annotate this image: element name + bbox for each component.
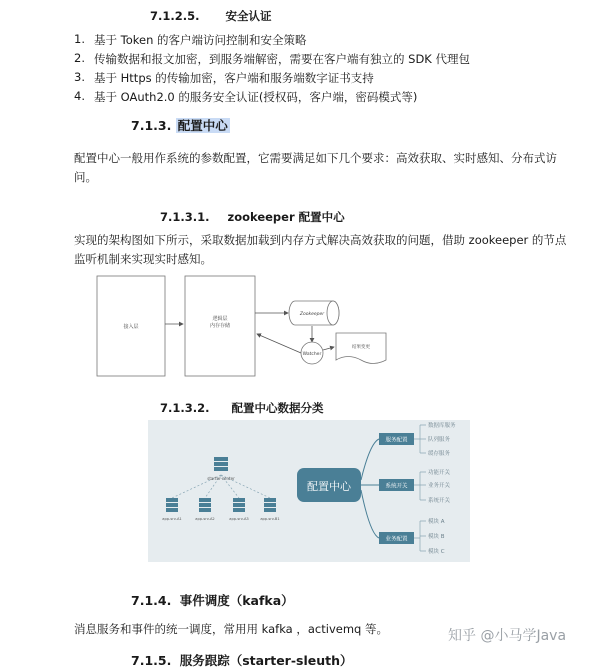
section-title: 事件调度（kafka）	[179, 593, 294, 608]
list-number: 1.	[74, 32, 85, 46]
zhihu-watermark: 知乎 @小马学Java	[448, 628, 567, 644]
list-text: 基于 Https 的传输加密，客户端和服务端数字证书支持	[94, 71, 374, 85]
section-heading-7-1-2-5	[150, 8, 272, 24]
list-item	[74, 70, 374, 85]
section-number: 7.1.5.	[131, 653, 172, 668]
section-number: 7.1.2.5.	[150, 9, 200, 23]
section-heading-7-1-3-1	[160, 209, 345, 225]
app-server-icon	[166, 498, 178, 512]
list-item	[74, 89, 418, 104]
branch-label: 服务配置	[385, 437, 408, 444]
starter-center-server-icon	[214, 457, 228, 471]
app-server-icon	[199, 498, 211, 512]
branch-label: 业务配置	[385, 536, 408, 543]
list-number: 4.	[74, 89, 85, 103]
section-number: 7.1.3.	[131, 118, 172, 133]
server-label: starter-center	[207, 476, 235, 481]
section-title-highlighted: 配置中心	[177, 118, 228, 133]
config-center-label: 配置中心	[307, 480, 351, 493]
leaf-label: 数据库服务	[428, 423, 456, 429]
list-item	[74, 51, 471, 66]
section-heading-7-1-3	[131, 116, 230, 134]
zookeeper-architecture-diagram	[90, 270, 400, 385]
memory-store-label: 内存存储	[209, 323, 231, 329]
section-heading-7-1-4	[131, 591, 294, 609]
section-number: 7.1.3.2.	[160, 401, 210, 415]
section-title: 配置中心数据分类	[231, 401, 324, 415]
paragraph-zookeeper	[74, 231, 566, 269]
leaf-label: 缓存服务	[428, 451, 451, 457]
app-server-icon	[264, 498, 276, 512]
app-label: app-srv-A2	[195, 517, 215, 521]
leaf-label: 业务开关	[428, 483, 451, 489]
app-label: app-srv-B1	[260, 517, 280, 521]
arrow	[257, 334, 301, 353]
list-text: 基于 OAuth2.0 的服务安全认证(授权码，客户端，密码模式等)	[94, 90, 418, 104]
paragraph-kafka: 消息服务和事件的统一调度，常用用 kafka ，activemq 等。	[74, 622, 388, 636]
app-label: app-srv-A1	[162, 517, 182, 521]
paragraph-config-center	[74, 149, 557, 187]
section-title: 服务跟踪（starter-sleuth）	[179, 653, 353, 668]
list-number: 2.	[74, 51, 85, 65]
document-label: 结果变更	[352, 345, 370, 350]
list-text: 传输数据和报文加密，到服务端解密，需要在客户端有独立的 SDK 代理包	[94, 52, 471, 66]
config-center-diagram	[148, 420, 470, 562]
list-text: 基于 Token 的客户端访问控制和安全策略	[94, 33, 307, 47]
leaf-label: 系统开关	[428, 498, 451, 504]
leaf-label: 模块 A	[428, 519, 445, 525]
app-label: app-srv-A3	[229, 517, 249, 521]
leaf-label: 模块 B	[428, 534, 445, 540]
branch-label: 系统开关	[385, 483, 408, 490]
logic-layer-label: 逻辑层	[212, 316, 228, 322]
leaf-label: 模块 C	[428, 549, 445, 555]
zookeeper-label: Zookeeper	[299, 312, 325, 317]
paragraph-line: 监听机制来实现实时感知。	[74, 252, 212, 266]
section-title: 安全认证	[225, 9, 272, 23]
paragraph-line: 配置中心一般用作系统的参数配置，它需要满足如下几个要求：高效获取、实时感知、分布式访	[74, 151, 557, 165]
list-number: 3.	[74, 70, 85, 84]
section-number: 7.1.4.	[131, 593, 172, 608]
access-layer-label: 接入层	[123, 324, 139, 330]
app-server-icon	[233, 498, 245, 512]
section-heading-7-1-5	[131, 651, 353, 669]
list-item	[74, 32, 307, 47]
section-title: zookeeper 配置中心	[227, 210, 345, 224]
leaf-label: 队列服务	[428, 437, 451, 443]
paragraph-line: 实现的架构图如下所示，采取数据加载到内存方式解决高效获取的问题，借助 zookeeper 的节点	[74, 233, 567, 247]
paragraph-line: 问。	[74, 170, 97, 184]
section-number: 7.1.3.1.	[160, 210, 210, 224]
leaf-label: 功能开关	[428, 470, 451, 476]
section-heading-7-1-3-2	[160, 400, 324, 416]
watcher-label: Watcher	[302, 352, 322, 357]
arrow	[323, 347, 334, 350]
